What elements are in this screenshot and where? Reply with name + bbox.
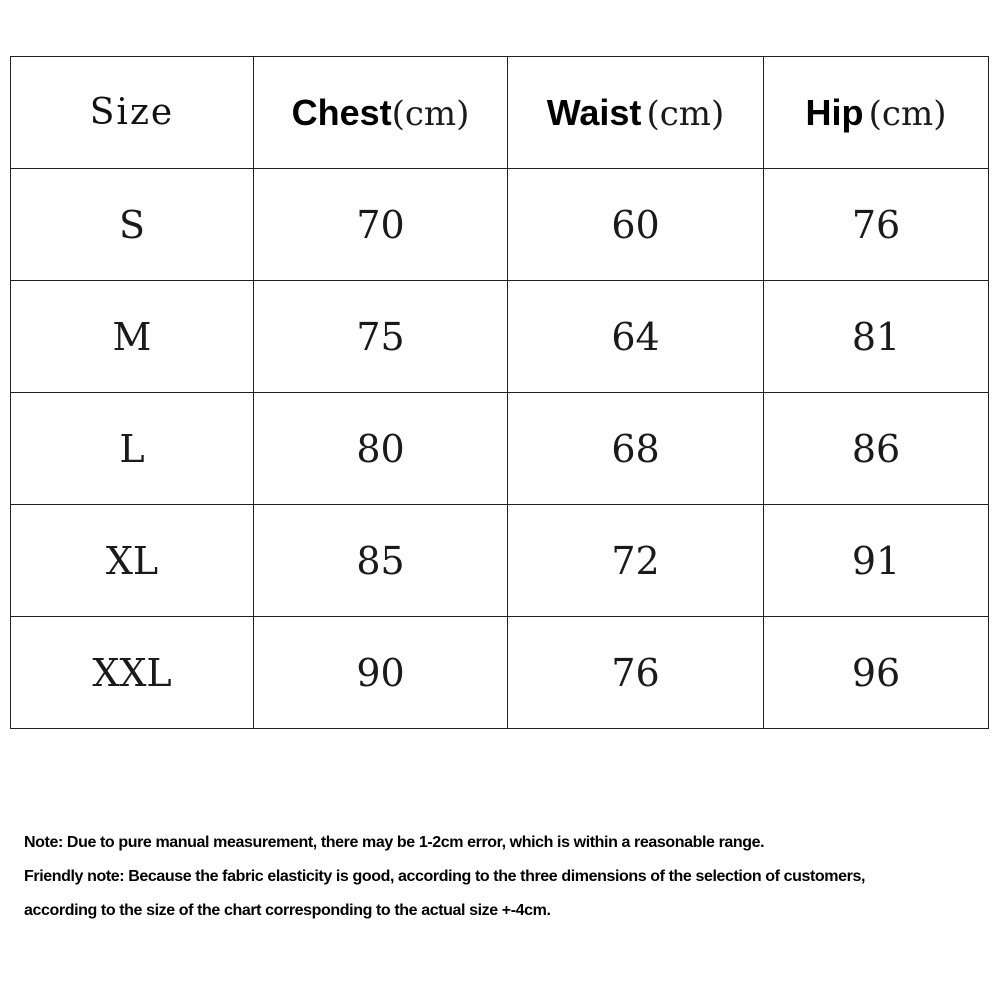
table-row (11, 281, 989, 393)
cell-size: M (11, 281, 254, 393)
cell-waist: 76 (508, 617, 764, 729)
cell-hip: 96 (764, 617, 989, 729)
header-size-label: Size (89, 92, 175, 133)
header-waist (508, 57, 764, 169)
header-hip (764, 57, 989, 169)
cell-size: XXL (11, 617, 254, 729)
table-row (11, 393, 989, 505)
cell-waist: 72 (508, 505, 764, 617)
cell-chest: 85 (254, 505, 508, 617)
table-row (11, 617, 989, 729)
cell-hip: 76 (764, 169, 989, 281)
cell-hip: 81 (764, 281, 989, 393)
cell-hip: 91 (764, 505, 989, 617)
header-waist-label: Waist (546, 91, 642, 133)
cell-chest: 80 (254, 393, 508, 505)
header-hip-unit: (cm) (868, 93, 947, 134)
header-chest-label: Chest (291, 91, 392, 133)
header-hip-label: Hip (805, 91, 864, 133)
cell-waist: 60 (508, 169, 764, 281)
header-size (11, 57, 254, 169)
size-chart-table (10, 56, 989, 729)
header-waist-unit: (cm) (646, 93, 725, 134)
cell-chest: 70 (254, 169, 508, 281)
note-line-1: Note: Due to pure manual measurement, there may be 1-2cm error, which is within a reasonable range. (24, 834, 765, 851)
measurement-notes (24, 826, 984, 928)
cell-hip: 86 (764, 393, 989, 505)
cell-chest: 90 (254, 617, 508, 729)
header-chest (254, 57, 508, 169)
cell-size: L (11, 393, 254, 505)
table-header-row (11, 57, 989, 169)
note-line-3: according to the size of the chart corresponding to the actual size +-4cm. (24, 902, 551, 919)
cell-waist: 68 (508, 393, 764, 505)
table-row (11, 505, 989, 617)
table-row (11, 169, 989, 281)
cell-size: S (11, 169, 254, 281)
cell-size: XL (11, 505, 254, 617)
cell-waist: 64 (508, 281, 764, 393)
header-chest-unit: (cm) (391, 93, 470, 134)
cell-chest: 75 (254, 281, 508, 393)
note-line-2: Friendly note: Because the fabric elasticity is good, according to the three dimensions of the selection of customers, (24, 868, 865, 885)
